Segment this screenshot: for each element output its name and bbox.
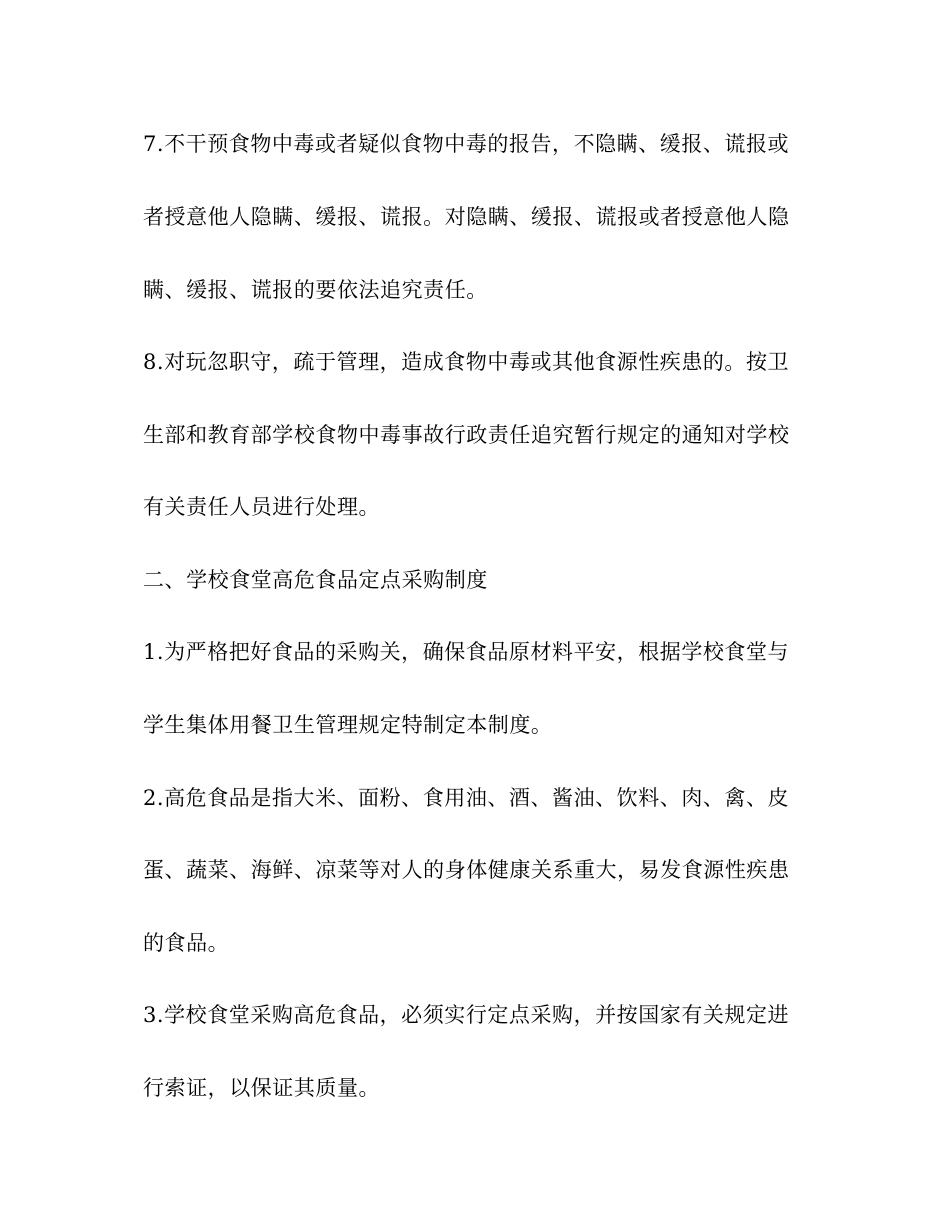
text-line-6: 有关责任人员进行处理。: [143, 495, 381, 519]
text-line-4: 8.对玩忽职守，疏于管理，造成食物中毒或其他食源性疾患的。按卫: [143, 350, 790, 374]
text-line-10: 2.高危食品是指大米、面粉、食用油、酒、酱油、饮料、肉、禽、皮: [143, 786, 790, 810]
text-line-11: 蛋、蔬菜、海鲜、凉菜等对人的身体健康关系重大，易发食源性疾患: [143, 858, 790, 882]
text-line-9: 学生集体用餐卫生管理规定特制定本制度。: [143, 713, 553, 737]
text-line-5: 生部和教育部学校食物中毒事故行政责任追究暂行规定的通知对学校: [143, 423, 790, 447]
text-line-8: 1.为严格把好食品的采购关，确保食品原材料平安，根据学校食堂与: [143, 640, 790, 664]
text-line-12: 的食品。: [143, 931, 230, 955]
text-line-13: 3.学校食堂采购高危食品，必须实行定点采购，并按国家有关规定进: [143, 1003, 790, 1027]
text-line-14: 行索证，以保证其质量。: [143, 1076, 381, 1100]
text-line-1: 7.不干预食物中毒或者疑似食物中毒的报告，不隐瞒、缓报、谎报或: [143, 132, 790, 156]
text-line-3: 瞒、缓报、谎报的要依法追究责任。: [143, 278, 488, 302]
text-line-2: 者授意他人隐瞒、缓报、谎报。对隐瞒、缓报、谎报或者授意他人隐: [143, 205, 790, 229]
section-heading: 二、学校食堂高危食品定点采购制度: [143, 568, 488, 592]
